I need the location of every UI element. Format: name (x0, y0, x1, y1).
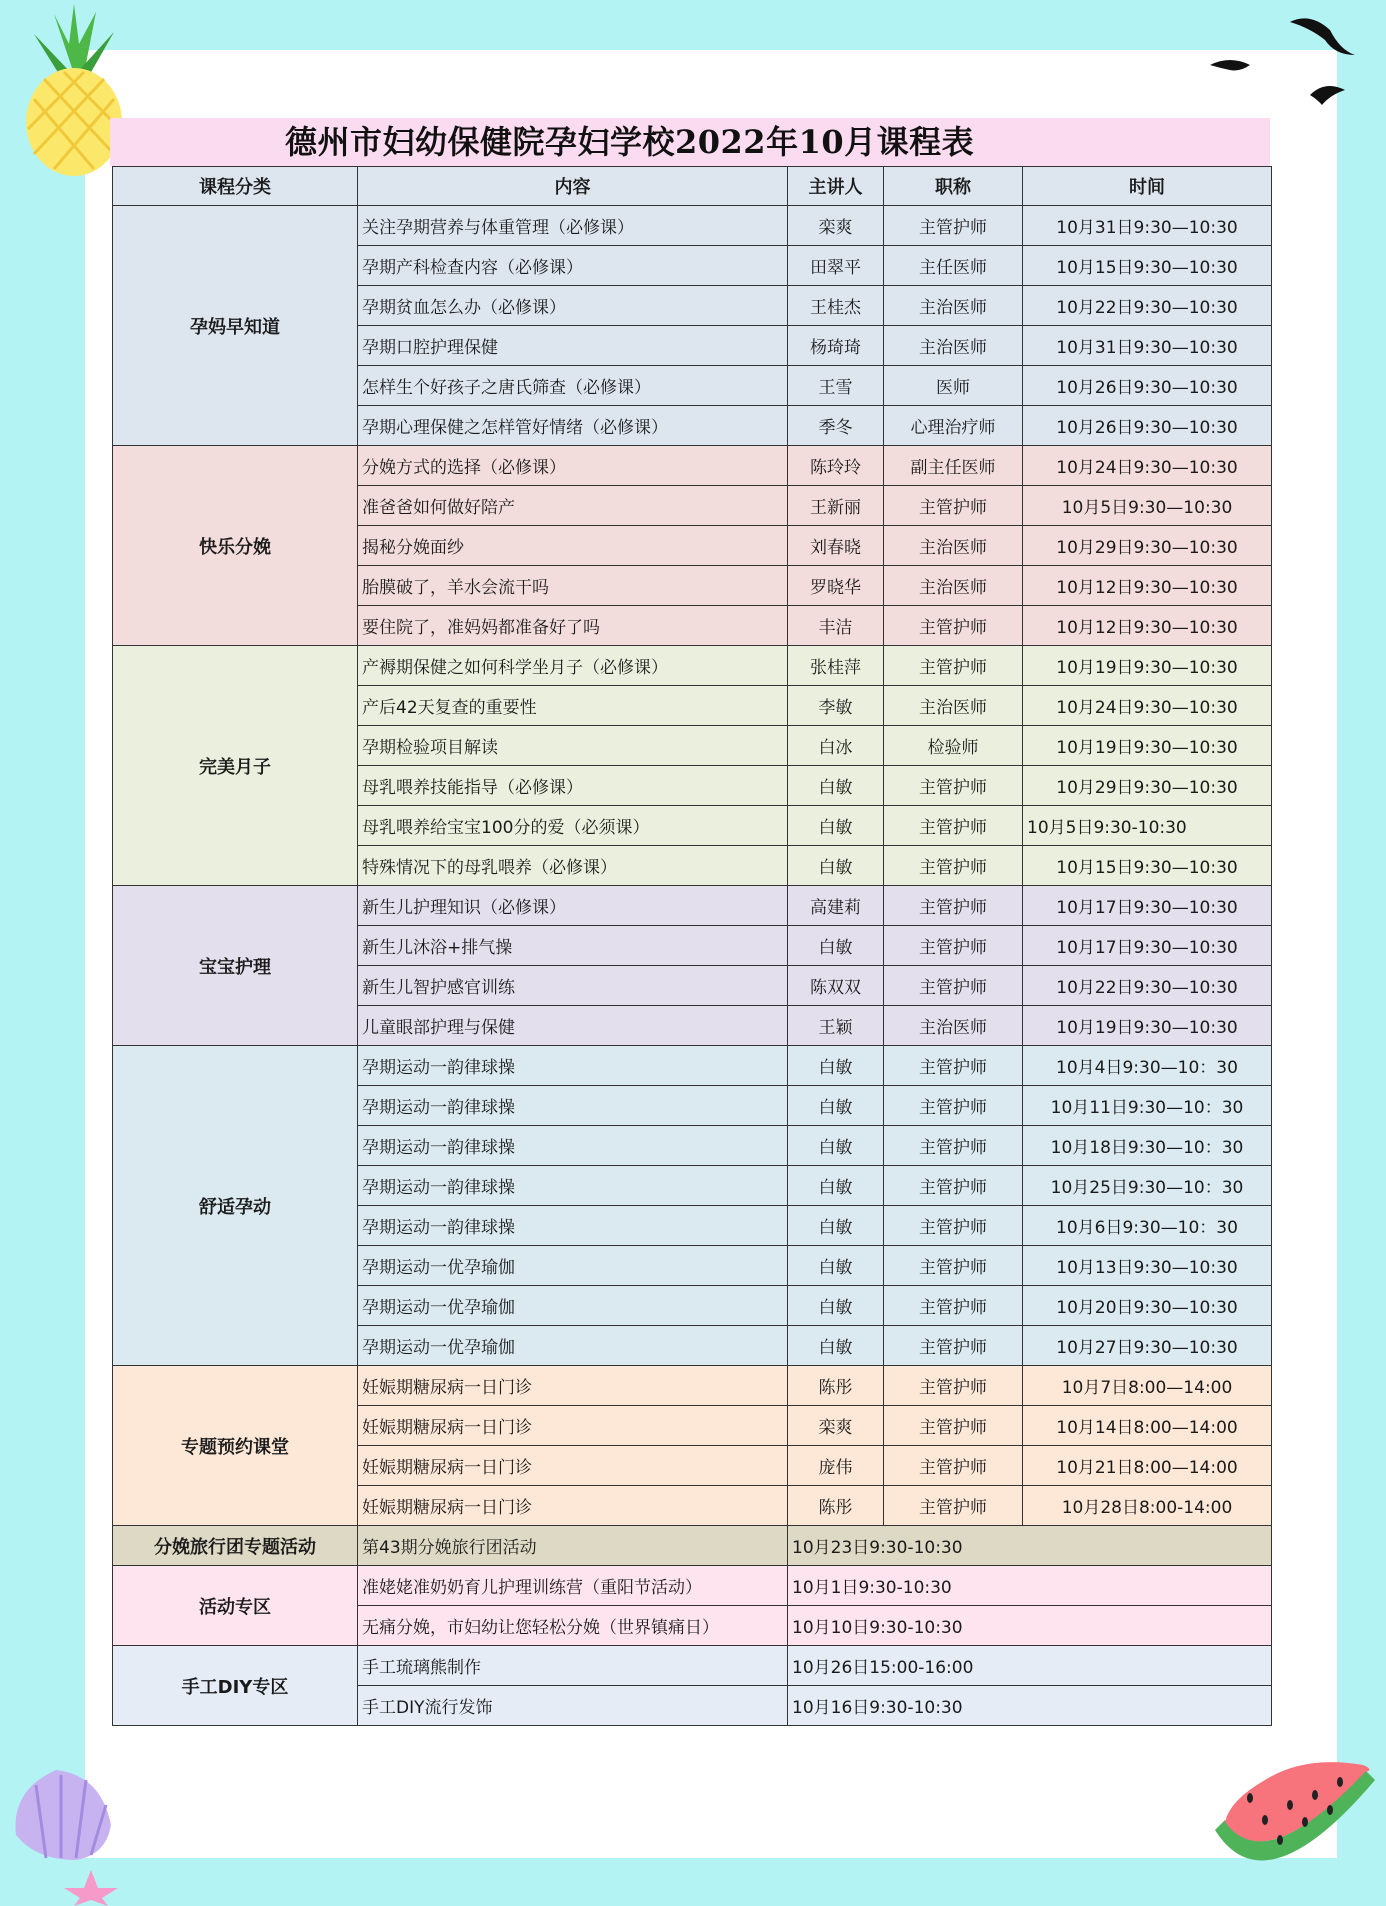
content-cell: 第43期分娩旅行团活动 (358, 1526, 788, 1566)
watermelon-icon (1205, 1760, 1386, 1906)
speaker-cell: 田翠平 (788, 246, 884, 286)
time-cell: 10月26日9:30—10:30 (1023, 406, 1272, 446)
time-cell: 10月15日9:30—10:30 (1023, 846, 1272, 886)
content-cell: 妊娠期糖尿病一日门诊 (358, 1486, 788, 1526)
time-cell: 10月17日9:30—10:30 (1023, 926, 1272, 966)
page-title: 德州市妇幼保健院孕妇学校2022年10月课程表 (285, 123, 975, 161)
speaker-cell: 季冬 (788, 406, 884, 446)
speaker-cell: 白敏 (788, 1046, 884, 1086)
content-cell: 分娩方式的选择（必修课） (358, 446, 788, 486)
position-cell: 主管护师 (884, 646, 1023, 686)
time-cell: 10月26日15:00-16:00 (788, 1646, 1272, 1686)
content-cell: 胎膜破了，羊水会流干吗 (358, 566, 788, 606)
time-cell: 10月24日9:30—10:30 (1023, 446, 1272, 486)
time-cell: 10月24日9:30—10:30 (1023, 686, 1272, 726)
position-cell: 主管护师 (884, 1486, 1023, 1526)
speaker-cell: 白敏 (788, 926, 884, 966)
position-cell: 主管护师 (884, 806, 1023, 846)
time-cell: 10月7日8:00—14:00 (1023, 1366, 1272, 1406)
position-cell: 主管护师 (884, 1206, 1023, 1246)
content-cell: 关注孕期营养与体重管理（必修课） (358, 206, 788, 246)
content-cell: 孕期运动一韵律球操 (358, 1126, 788, 1166)
speaker-cell: 高建莉 (788, 886, 884, 926)
speaker-cell: 栾爽 (788, 1406, 884, 1446)
category-cell: 完美月子 (113, 646, 358, 886)
header-position: 职称 (884, 167, 1023, 206)
position-cell: 主管护师 (884, 926, 1023, 966)
content-cell: 孕期运动一优孕瑜伽 (358, 1286, 788, 1326)
content-cell: 孕期贫血怎么办（必修课） (358, 286, 788, 326)
position-cell: 主治医师 (884, 326, 1023, 366)
speaker-cell: 白敏 (788, 1286, 884, 1326)
content-cell: 揭秘分娩面纱 (358, 526, 788, 566)
content-cell: 要住院了，准妈妈都准备好了吗 (358, 606, 788, 646)
speaker-cell: 刘春晓 (788, 526, 884, 566)
course-schedule-table (112, 166, 1272, 1726)
content-cell: 准爸爸如何做好陪产 (358, 486, 788, 526)
position-cell: 主管护师 (884, 1166, 1023, 1206)
time-cell: 10月14日8:00—14:00 (1023, 1406, 1272, 1446)
category-cell: 手工DIY专区 (113, 1646, 358, 1726)
position-cell: 主管护师 (884, 1046, 1023, 1086)
content-cell: 孕期运动一韵律球操 (358, 1086, 788, 1126)
time-cell: 10月19日9:30—10:30 (1023, 726, 1272, 766)
speaker-cell: 王新丽 (788, 486, 884, 526)
content-cell: 无痛分娩，市妇幼让您轻松分娩（世界镇痛日） (358, 1606, 788, 1646)
content-cell: 孕期运动一韵律球操 (358, 1206, 788, 1246)
time-cell: 10月20日9:30—10:30 (1023, 1286, 1272, 1326)
category-cell: 舒适孕动 (113, 1046, 358, 1366)
position-cell: 主管护师 (884, 766, 1023, 806)
time-cell: 10月25日9:30—10：30 (1023, 1166, 1272, 1206)
header-category: 课程分类 (113, 167, 358, 206)
speaker-cell: 张桂萍 (788, 646, 884, 686)
seagull-icon (1200, 10, 1380, 120)
time-cell: 10月11日9:30—10：30 (1023, 1086, 1272, 1126)
time-cell: 10月12日9:30—10:30 (1023, 566, 1272, 606)
category-cell: 孕妈早知道 (113, 206, 358, 446)
content-cell: 孕期运动一韵律球操 (358, 1166, 788, 1206)
time-cell: 10月17日9:30—10:30 (1023, 886, 1272, 926)
table-header-row (113, 167, 1272, 206)
speaker-cell: 白敏 (788, 806, 884, 846)
position-cell: 主治医师 (884, 526, 1023, 566)
time-cell: 10月18日9:30—10：30 (1023, 1126, 1272, 1166)
speaker-cell: 陈彤 (788, 1366, 884, 1406)
speaker-cell: 李敏 (788, 686, 884, 726)
table-row (113, 206, 1272, 246)
time-cell: 10月21日8:00—14:00 (1023, 1446, 1272, 1486)
header-content: 内容 (358, 167, 788, 206)
speaker-cell: 白敏 (788, 846, 884, 886)
position-cell: 心理治疗师 (884, 406, 1023, 446)
seashell-icon (6, 1760, 146, 1906)
speaker-cell: 白敏 (788, 1126, 884, 1166)
table-row (113, 646, 1272, 686)
position-cell: 主管护师 (884, 1126, 1023, 1166)
time-cell: 10月19日9:30—10:30 (1023, 646, 1272, 686)
content-cell: 妊娠期糖尿病一日门诊 (358, 1446, 788, 1486)
time-cell: 10月15日9:30—10:30 (1023, 246, 1272, 286)
position-cell: 主管护师 (884, 1446, 1023, 1486)
position-cell: 主治医师 (884, 566, 1023, 606)
speaker-cell: 陈彤 (788, 1486, 884, 1526)
position-cell: 检验师 (884, 726, 1023, 766)
speaker-cell: 白敏 (788, 1086, 884, 1126)
time-cell: 10月28日8:00-14:00 (1023, 1486, 1272, 1526)
content-cell: 特殊情况下的母乳喂养（必修课） (358, 846, 788, 886)
position-cell: 主管护师 (884, 606, 1023, 646)
content-cell: 产褥期保健之如何科学坐月子（必修课） (358, 646, 788, 686)
time-cell: 10月22日9:30—10:30 (1023, 966, 1272, 1006)
content-cell: 母乳喂养给宝宝100分的爱（必须课） (358, 806, 788, 846)
table-row (113, 446, 1272, 486)
position-cell: 主管护师 (884, 1246, 1023, 1286)
position-cell: 主管护师 (884, 486, 1023, 526)
time-cell: 10月22日9:30—10:30 (1023, 286, 1272, 326)
content-cell: 妊娠期糖尿病一日门诊 (358, 1366, 788, 1406)
position-cell: 主管护师 (884, 1366, 1023, 1406)
speaker-cell: 白敏 (788, 1166, 884, 1206)
table-row (113, 1566, 1272, 1606)
time-cell: 10月16日9:30-10:30 (788, 1686, 1272, 1726)
speaker-cell: 丰洁 (788, 606, 884, 646)
time-cell: 10月26日9:30—10:30 (1023, 366, 1272, 406)
table-row (113, 1646, 1272, 1686)
time-cell: 10月12日9:30—10:30 (1023, 606, 1272, 646)
speaker-cell: 栾爽 (788, 206, 884, 246)
content-cell: 孕期运动一韵律球操 (358, 1046, 788, 1086)
content-cell: 怎样生个好孩子之唐氏筛查（必修课） (358, 366, 788, 406)
time-cell: 10月29日9:30—10:30 (1023, 526, 1272, 566)
time-cell: 10月1日9:30-10:30 (788, 1566, 1272, 1606)
header-speaker: 主讲人 (788, 167, 884, 206)
position-cell: 主治医师 (884, 686, 1023, 726)
position-cell: 主管护师 (884, 1326, 1023, 1366)
speaker-cell: 庞伟 (788, 1446, 884, 1486)
position-cell: 主管护师 (884, 1286, 1023, 1326)
content-cell: 新生儿护理知识（必修课） (358, 886, 788, 926)
time-cell: 10月10日9:30-10:30 (788, 1606, 1272, 1646)
position-cell: 主管护师 (884, 966, 1023, 1006)
table-row (113, 1526, 1272, 1566)
time-cell: 10月5日9:30-10:30 (1023, 806, 1272, 846)
content-cell: 孕期心理保健之怎样管好情绪（必修课） (358, 406, 788, 446)
position-cell: 主管护师 (884, 1406, 1023, 1446)
speaker-cell: 白敏 (788, 1206, 884, 1246)
category-cell: 快乐分娩 (113, 446, 358, 646)
position-cell: 副主任医师 (884, 446, 1023, 486)
position-cell: 医师 (884, 366, 1023, 406)
speaker-cell: 白敏 (788, 1326, 884, 1366)
time-cell: 10月13日9:30—10:30 (1023, 1246, 1272, 1286)
speaker-cell: 杨琦琦 (788, 326, 884, 366)
time-cell: 10月23日9:30-10:30 (788, 1526, 1272, 1566)
speaker-cell: 白冰 (788, 726, 884, 766)
content-cell: 母乳喂养技能指导（必修课） (358, 766, 788, 806)
table-row (113, 1366, 1272, 1406)
time-cell: 10月31日9:30—10:30 (1023, 326, 1272, 366)
time-cell: 10月29日9:30—10:30 (1023, 766, 1272, 806)
position-cell: 主管护师 (884, 1086, 1023, 1126)
position-cell: 主管护师 (884, 206, 1023, 246)
position-cell: 主治医师 (884, 286, 1023, 326)
content-cell: 新生儿智护感官训练 (358, 966, 788, 1006)
speaker-cell: 陈玲玲 (788, 446, 884, 486)
content-cell: 产后42天复查的重要性 (358, 686, 788, 726)
speaker-cell: 王雪 (788, 366, 884, 406)
speaker-cell: 白敏 (788, 1246, 884, 1286)
time-cell: 10月4日9:30—10：30 (1023, 1046, 1272, 1086)
time-cell: 10月19日9:30—10:30 (1023, 1006, 1272, 1046)
content-cell: 妊娠期糖尿病一日门诊 (358, 1406, 788, 1446)
header-time: 时间 (1023, 167, 1272, 206)
time-cell: 10月6日9:30—10：30 (1023, 1206, 1272, 1246)
category-cell: 宝宝护理 (113, 886, 358, 1046)
content-cell: 新生儿沐浴+排气操 (358, 926, 788, 966)
speaker-cell: 罗晓华 (788, 566, 884, 606)
category-cell: 分娩旅行团专题活动 (113, 1526, 358, 1566)
content-cell: 孕期产科检查内容（必修课） (358, 246, 788, 286)
content-cell: 孕期运动一优孕瑜伽 (358, 1246, 788, 1286)
content-cell: 孕期运动一优孕瑜伽 (358, 1326, 788, 1366)
position-cell: 主管护师 (884, 886, 1023, 926)
category-cell: 活动专区 (113, 1566, 358, 1646)
speaker-cell: 陈双双 (788, 966, 884, 1006)
time-cell: 10月5日9:30—10:30 (1023, 486, 1272, 526)
content-cell: 手工DIY流行发饰 (358, 1686, 788, 1726)
position-cell: 主任医师 (884, 246, 1023, 286)
table-row (113, 886, 1272, 926)
table-row (113, 1046, 1272, 1086)
content-cell: 儿童眼部护理与保健 (358, 1006, 788, 1046)
content-cell: 准姥姥准奶奶育儿护理训练营（重阳节活动） (358, 1566, 788, 1606)
position-cell: 主治医师 (884, 1006, 1023, 1046)
content-cell: 孕期检验项目解读 (358, 726, 788, 766)
speaker-cell: 王颖 (788, 1006, 884, 1046)
time-cell: 10月31日9:30—10:30 (1023, 206, 1272, 246)
position-cell: 主管护师 (884, 846, 1023, 886)
content-cell: 手工琉璃熊制作 (358, 1646, 788, 1686)
speaker-cell: 白敏 (788, 766, 884, 806)
speaker-cell: 王桂杰 (788, 286, 884, 326)
content-cell: 孕期口腔护理保健 (358, 326, 788, 366)
time-cell: 10月27日9:30—10:30 (1023, 1326, 1272, 1366)
category-cell: 专题预约课堂 (113, 1366, 358, 1526)
